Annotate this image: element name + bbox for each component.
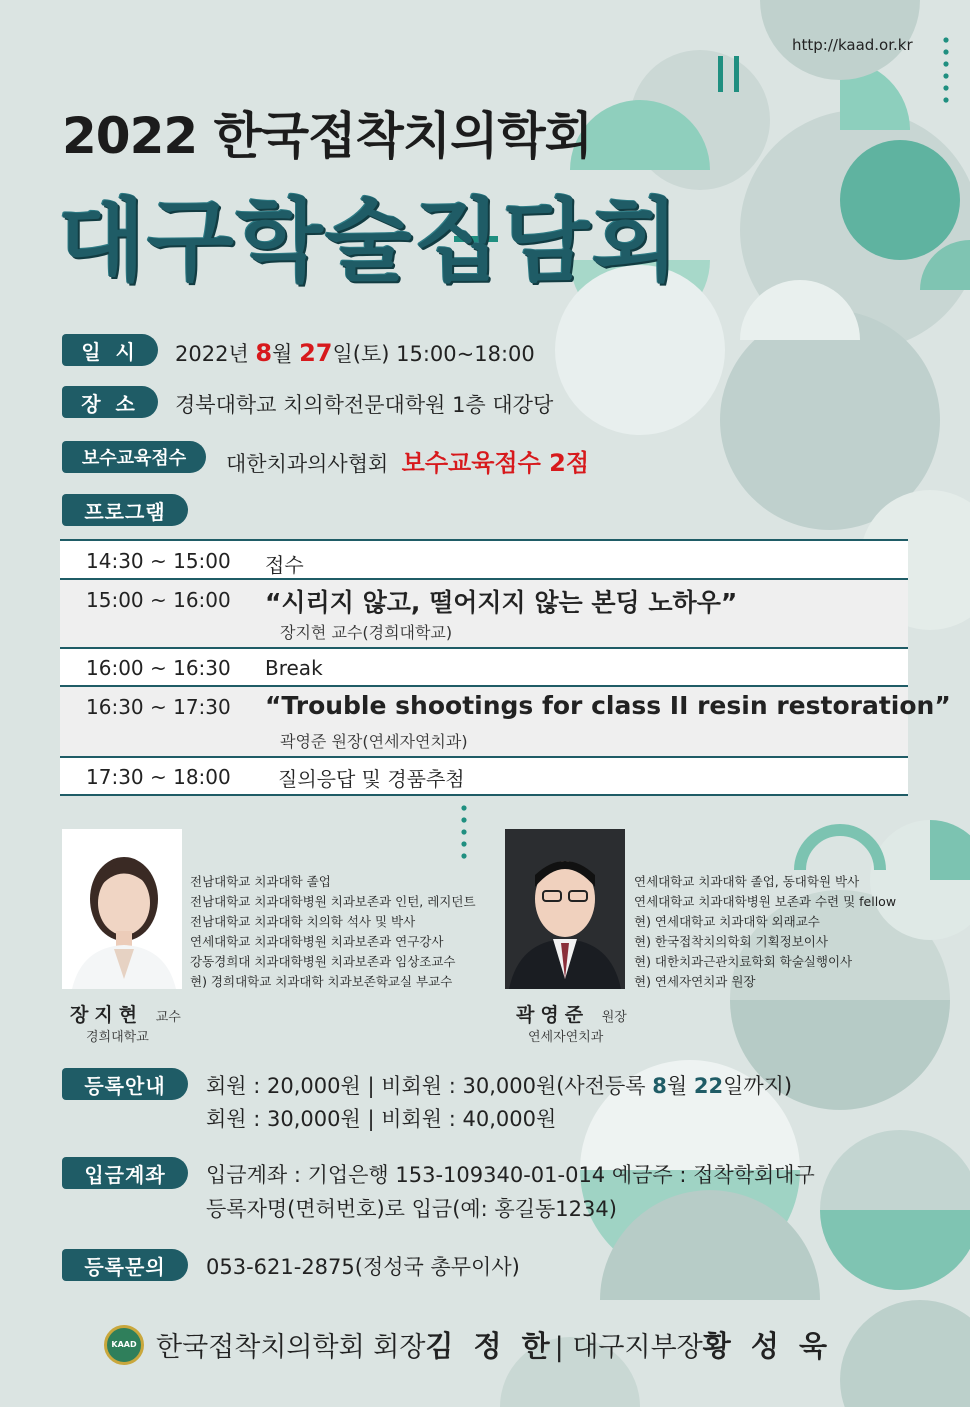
schedule-row [60, 687, 951, 758]
speaker-affiliation: 경희대학교 [86, 1030, 149, 1045]
schedule-title: 질의응답 및 경품추첨 [278, 767, 465, 791]
schedule-time: 17:30 ~ 18:00 [86, 765, 231, 789]
schedule-time: 14:30 ~ 15:00 [86, 549, 231, 573]
place-value: 경북대학교 치의학전문대학원 1층 대강당 [175, 393, 554, 417]
place-label: 장 소 [62, 386, 158, 418]
speaker-photo [505, 829, 625, 989]
account-info: 입금계좌 : 기업은행 153-109340-01-014 예금주 : 접착학회대구 [206, 1163, 815, 1187]
schedule-time: 15:00 ~ 16:00 [86, 588, 231, 612]
schedule-row [60, 580, 908, 649]
footer-branch-head: 황 성 욱 [702, 1329, 832, 1363]
speaker-bio: 연세대학교 치과대학 졸업, 동대학원 박사 연세대학교 치과대학병원 보존과 수련 및 fellow 현) 연세대학교 치과대학 외래교수 현) 한국접착치의학회 기획정보이사 현) 대한치과근관치료학회 학술실행이사 현) 연세자연치과 원장 [634, 874, 897, 989]
speaker-portrait-icon [505, 829, 625, 989]
event-title-line1: 2022 한국접착치의학회 [62, 107, 592, 165]
credit-label: 보수교육점수 [62, 441, 206, 473]
footer-branch: | 대구지부장 [554, 1332, 703, 1363]
website-url[interactable]: http://kaad.or.kr [792, 36, 913, 54]
schedule-time: 16:00 ~ 16:30 [86, 656, 231, 680]
speaker-name: 곽영준 원장 [516, 1004, 627, 1026]
speaker-photo [62, 829, 182, 989]
schedule-time: 16:30 ~ 17:30 [86, 695, 231, 719]
inquiry-label: 등록문의 [62, 1249, 188, 1281]
account-instruction: 등록자명(면허번호)로 입금(예: 홍길동1234) [206, 1197, 617, 1221]
schedule-row [60, 758, 908, 796]
footer-signature [104, 1324, 832, 1365]
schedule-title: Break [265, 656, 323, 680]
registration-fee-early: 회원 : 20,000원 | 비회원 : 30,000원(사전등록 8월 22일까지) [206, 1074, 793, 1098]
event-title-line2: 대구학술집담회 [58, 189, 681, 294]
schedule-speaker: 곽영준 원장(연세자연치과) [280, 732, 468, 751]
schedule-title: “시리지 않고, 떨어지지 않는 본딩 노하우” [265, 588, 738, 617]
schedule-title: “Trouble shootings for class II resin restoration” [265, 691, 951, 720]
program-schedule [60, 539, 951, 796]
footer-president: 김 정 한 [425, 1329, 555, 1363]
credit-value: 대한치과의사협회 보수교육점수 2점 [226, 449, 589, 477]
account-label: 입금계좌 [62, 1157, 188, 1189]
speaker-portrait-icon [62, 829, 182, 989]
speaker-name: 장지현 교수 [70, 1004, 181, 1026]
schedule-row [60, 649, 908, 687]
speaker-bio: 전남대학교 치과대학 졸업 전남대학교 치과대학병원 치과보존과 인턴, 레지던트 전남대학교 치과대학 치의학 석사 및 박사 연세대학교 치과대학병원 치과보존과 연구강사 강동경희대 치과대학병원 치과보존과 임상조교수 현) 경희대학교 치과대학 치과보존학교실 부교수 [190, 874, 476, 989]
date-label: 일 시 [62, 334, 158, 366]
schedule-speaker: 장지현 교수(경희대학교) [280, 623, 453, 642]
schedule-row [60, 541, 908, 580]
program-label: 프로그램 [62, 494, 188, 526]
registration-label: 등록안내 [62, 1068, 188, 1100]
kaad-logo-icon: KAAD [104, 1325, 144, 1365]
registration-fee-onsite: 회원 : 30,000원 | 비회원 : 40,000원 [206, 1107, 557, 1131]
inquiry-phone[interactable]: 053-621-2875(정성국 총무이사) [206, 1255, 520, 1279]
footer-org: 한국접착치의학회 회장 [156, 1332, 426, 1363]
schedule-title: 접수 [265, 553, 304, 577]
speaker-affiliation: 연세자연치과 [528, 1030, 604, 1045]
date-value: 2022년 8월 27일(토) 15:00~18:00 [175, 339, 535, 367]
